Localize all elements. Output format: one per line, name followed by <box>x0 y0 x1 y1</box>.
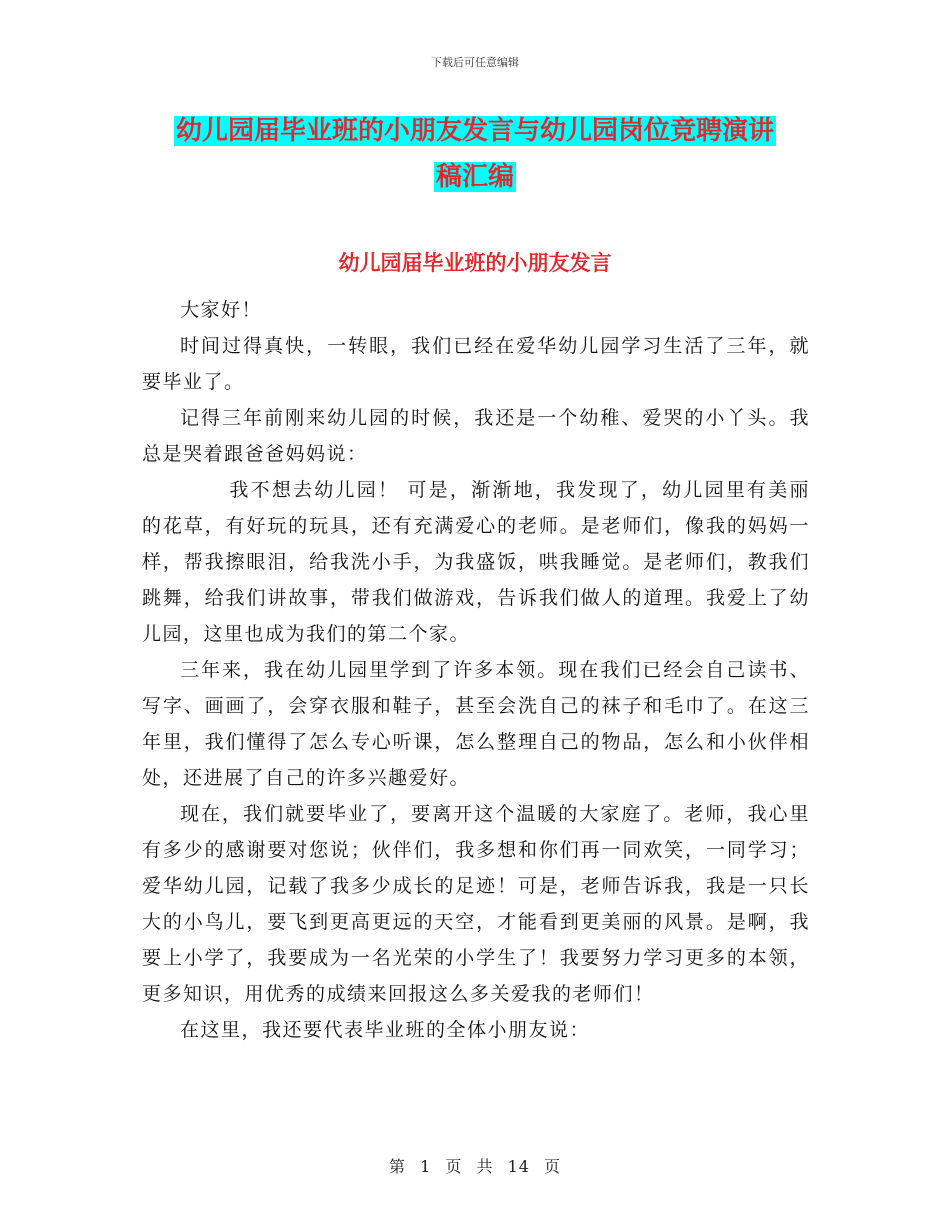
page-footer <box>0 1154 950 1177</box>
paragraph: 我不想去幼儿园！ 可是，渐渐地，我发现了，幼儿园里有美丽的花草，有好玩的玩具，还有充满爱心的老师。是老师们，像我的妈妈一样，帮我擦眼泪，给我洗小手，为我盛饭，哄我睡觉。是老师们，教我们跳舞，给我们讲故事，带我们做游戏，告诉我们做人的道理。我爱上了幼儿园，这里也成为我们的第二个家。 <box>142 479 810 645</box>
paragraph: 三年来，我在幼儿园里学到了许多本领。现在我们已经会自己读书、写字、画画了，会穿衣服和鞋子，甚至会洗自己的袜子和毛巾了。在这三年里，我们懂得了怎么专心听课，怎么整理自己的物品，怎么和小伙伴相处，还进展了自己的许多兴趣爱好。 <box>142 659 810 789</box>
paragraph: 时间过得真快，一转眼，我们已经在爱华幼儿园学习生活了三年，就要毕业了。 <box>142 335 810 393</box>
footer-label-unit: 页 <box>445 1157 463 1176</box>
document-body <box>142 292 810 1048</box>
document-title-line-2: 稿汇编 <box>435 162 514 192</box>
footer-label-page: 第 <box>388 1157 406 1176</box>
footer-total-pages: 14 <box>507 1157 530 1176</box>
footer-label-unit-2: 页 <box>544 1157 562 1176</box>
document-title-line-1: 幼儿园届毕业班的小朋友发言与幼儿园岗位竞聘演讲 <box>175 116 774 146</box>
section-title: 幼儿园届毕业班的小朋友发言 <box>338 251 612 275</box>
footer-page-number: 1 <box>420 1157 432 1176</box>
paragraph: 现在，我们就要毕业了，要离开这个温暖的大家庭了。老师，我心里有多少的感谢要对您说；伙伴们，我多想和你们再一同欢笑，一同学习；爱华幼儿园，记载了我多少成长的足迹！可是，老师告诉我，我是一只长大的小鸟儿，要飞到更高更远的天空，才能看到更美丽的风景。是啊，我要上小学了，我要成为一名光荣的小学生了！我要努力学习更多的本领，更多知识，用优秀的成绩来回报这么多关爱我的老师们！ <box>142 803 810 1005</box>
paragraph: 大家好！ <box>180 299 263 321</box>
paragraph: 记得三年前刚来幼儿园的时候，我还是一个幼稚、爱哭的小丫头。我总是哭着跟爸爸妈妈说： <box>142 407 810 465</box>
document-title <box>0 108 950 200</box>
header-note: 下载后可任意编辑 <box>431 56 519 69</box>
footer-label-total: 共 <box>476 1157 494 1176</box>
paragraph: 在这里，我还要代表毕业班的全体小朋友说： <box>180 1019 591 1041</box>
